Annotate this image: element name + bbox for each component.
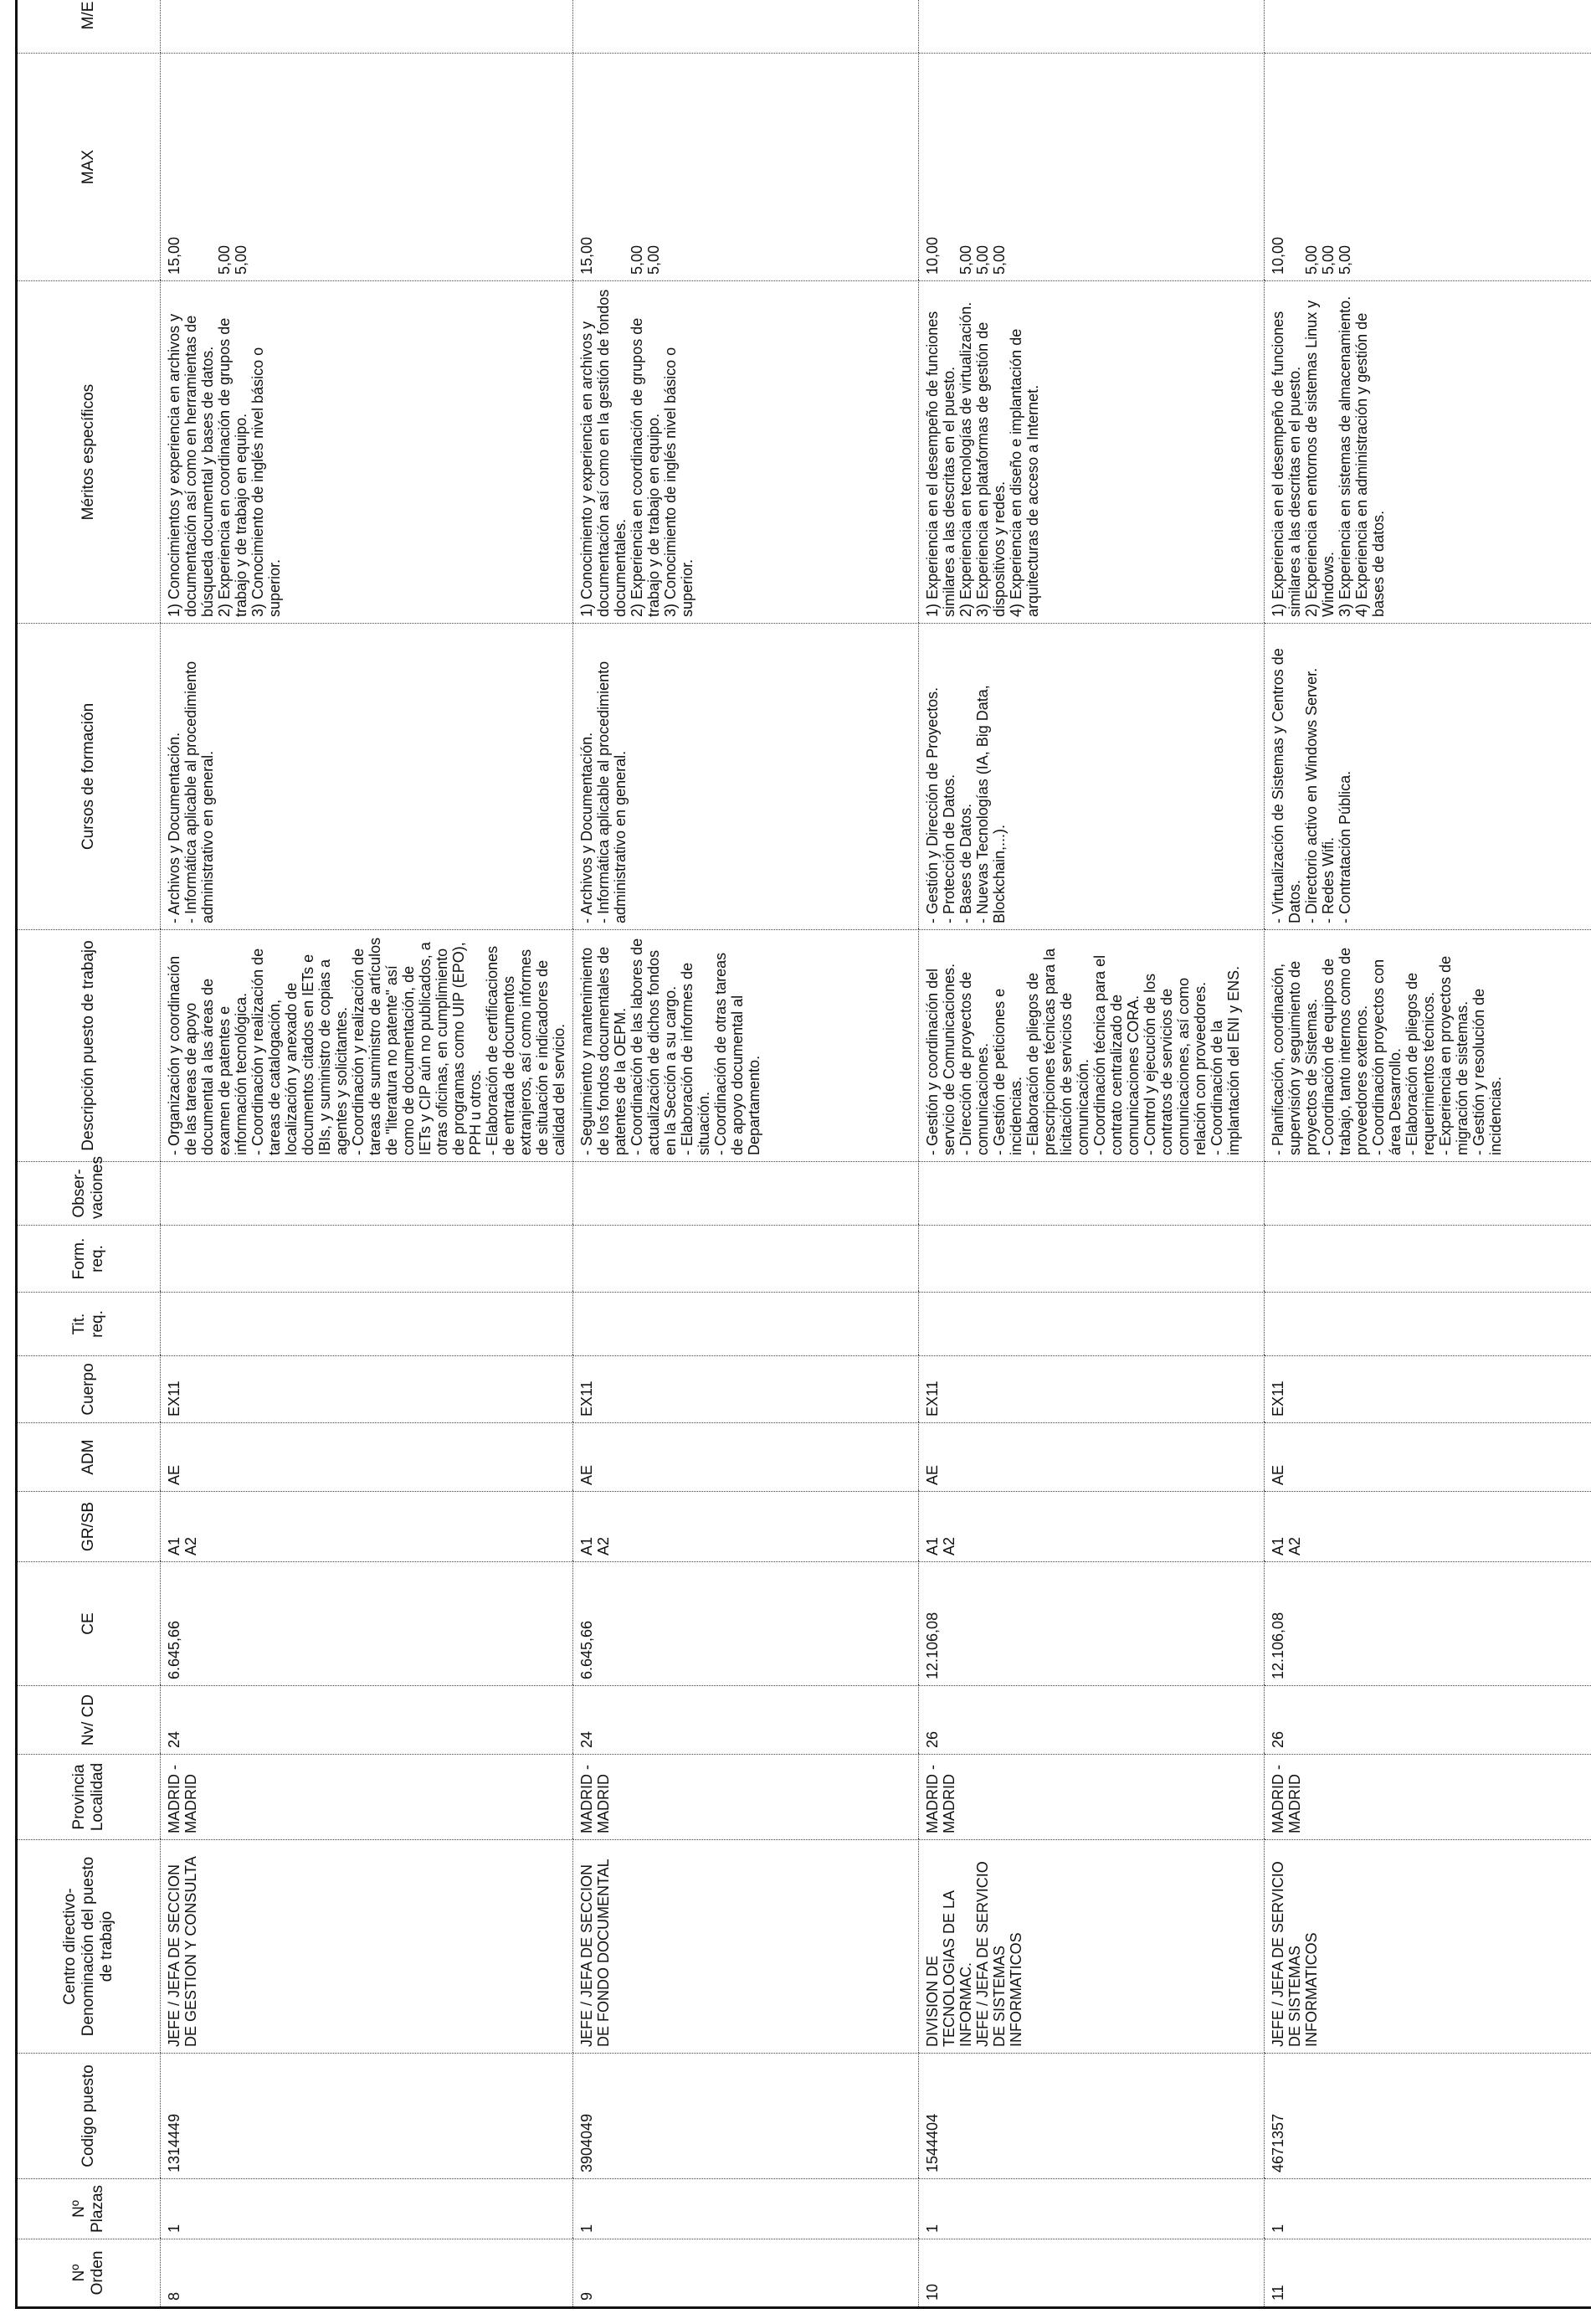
cell-nivel: 26: [919, 1686, 1265, 1755]
job-positions-table: [15, 0, 1591, 2309]
cell-cursos: - Virtualización de Sistemas y Centros de Datos. - Directorio activo en Windows Server. - Redes Wifi. - Contratación Pública.: [1265, 624, 1591, 930]
max-value: 5,00: [216, 244, 233, 275]
cell-ce: 6.645,66: [161, 1562, 573, 1686]
cell-adm: AE: [1265, 1423, 1591, 1492]
cell-obs: [919, 1162, 1265, 1226]
cell-meritos: 1) Conocimientos y experiencia en archivos y documentación así como en herramientas de búsqueda documental y bases de datos. 2) Experiencia en coordinación de grupos de trabajo y de trabajo en equipo. 3) Conocimiento de inglés nivel básico o superior.: [161, 281, 573, 624]
division-name: DIVISION DE TECNOLOGIAS DE LA INFORMAC.: [924, 1890, 974, 2047]
max-value: 5,00: [957, 244, 974, 275]
cell-max: [1265, 54, 1591, 281]
cell-nivel: 26: [1265, 1686, 1591, 1755]
cell-orden: 10: [919, 2239, 1265, 2308]
cell-adm: AE: [573, 1423, 919, 1492]
cell-ce: 12.106,08: [1265, 1562, 1591, 1686]
cell-orden: 8: [161, 2239, 573, 2308]
cell-max: [573, 54, 919, 281]
position-name: JEFE / JEFA DE SECCION DE GESTION Y CONSULTA: [166, 1856, 199, 2047]
cell-codigo: 4671357: [1265, 2054, 1591, 2179]
cell-form: [1265, 1226, 1591, 1293]
header-orden: Nº Orden: [17, 2239, 161, 2308]
cell-me: [919, 0, 1265, 54]
cell-obs: [161, 1162, 573, 1226]
table-row: [1265, 0, 1591, 2308]
rotated-table-container: [15, 1, 1583, 2309]
cell-tit: [1265, 1293, 1591, 1356]
cell-centro: [919, 1840, 1265, 2054]
header-cursos: Cursos de formación: [17, 624, 161, 930]
cell-cursos: - Archivos y Documentación. - Informática aplicable al procedimiento administrativo en general.: [573, 624, 919, 930]
max-value: [199, 59, 216, 275]
cell-centro: [1265, 1840, 1591, 2054]
cell-descripcion: - Gestión y coordinación del servicio de Comunicaciones. - Dirección de proyectos de comunicaciones. - Gestión de peticiones e incidencias. - Elaboración de pliegos de prescripciones técnicas para la licitación de servicios de comunicación. - Coordinación técnica para el contrato centralizado de comunicaciones CORA. - Control y ejecución de los contratos de servicios de comunicaciones, así como relación con proveedores. - Coordinación de la implantación del ENI y ENS.: [919, 930, 1265, 1162]
position-name: JEFE / JEFA DE SECCION DE FONDO DOCUMENTAL: [578, 1859, 612, 2047]
header-tit: Tit. req.: [17, 1293, 161, 1356]
cell-orden: 9: [573, 2239, 919, 2308]
header-max: MAX: [17, 54, 161, 281]
cell-cuerpo: EX11: [161, 1356, 573, 1423]
cell-obs: [1265, 1162, 1591, 1226]
cell-plazas: 1: [573, 2179, 919, 2239]
cell-centro: [573, 1840, 919, 2054]
max-value: 5,00: [991, 244, 1008, 275]
table-row: [919, 0, 1265, 2308]
cell-codigo: 1544404: [919, 2054, 1265, 2179]
max-value: 15,00: [166, 236, 182, 275]
cell-cuerpo: EX11: [1265, 1356, 1591, 1423]
header-row: [17, 0, 161, 2308]
header-plazas: Nº Plazas: [17, 2179, 161, 2239]
max-value: [1286, 59, 1303, 275]
cell-form: [573, 1226, 919, 1293]
cell-descripcion: - Organización y coordinación de las tareas de apoyo documental a las áreas de examen de patentes e información tecnológica. - Coordinación y realización de tareas de catalogación, localización y anexado de documentos citados en IETs e IBIs, y suministro de copias a agentes y solicitantes. - Coordinación y realización de tareas de suministro de artículos de "literatura no patente" así como de documentación, de IETs y CIP aún no publicados, a otras oficinas, en cumplimiento de programas como UIP (EPO), PPH u otros. - Elaboración de certificaciones de entrada de documentos extranjeros, así como informes de situación e indicadores de calidad del servicio.: [161, 930, 573, 1162]
max-value: 5,00: [629, 244, 645, 275]
cell-nivel: 24: [161, 1686, 573, 1755]
cell-adm: AE: [161, 1423, 573, 1492]
cell-tit: [919, 1293, 1265, 1356]
cell-meritos: 1) Conocimiento y experiencia en archivos y documentación así como en la gestión de fondos documentales. 2) Experiencia en coordinación de grupos de trabajo y de trabajo en equipo. 3) Conocimiento de inglés nivel básico o superior.: [573, 281, 919, 624]
cell-plazas: 1: [1265, 2179, 1591, 2239]
cell-me: [161, 0, 573, 54]
cell-ce: 12.106,08: [919, 1562, 1265, 1686]
cell-adm: AE: [919, 1423, 1265, 1492]
max-value: [182, 59, 199, 275]
cell-grsb: A1 A2: [161, 1492, 573, 1562]
position-name: JEFE / JEFA DE SERVICIO DE SISTEMAS INFORMATICOS: [1270, 1861, 1320, 2047]
cell-meritos: 1) Experiencia en el desempeño de funciones similares a las descritas en el puesto. 2) Experiencia en tecnologías de virtualización. 3) Experiencia en plataformas de gestión de dispositivos y redes. 4) Experiencia en diseño e implantación de arquitecturas de acceso a Internet.: [919, 281, 1265, 624]
cell-meritos: 1) Experiencia en el desempeño de funciones similares a las descritas en el puesto. 2) Experiencia en entornos de sistemas Linux y Windows. 3) Experiencia en sistemas de almacenamiento. 4) Experiencia en administración y gestión de bases de datos.: [1265, 281, 1591, 624]
max-value: 5,00: [1337, 244, 1353, 275]
cell-cuerpo: EX11: [919, 1356, 1265, 1423]
max-value: [941, 59, 957, 275]
cell-nivel: 24: [573, 1686, 919, 1755]
cell-max: [919, 54, 1265, 281]
header-meritos: Méritos específicos: [17, 281, 161, 624]
max-value: 15,00: [578, 236, 595, 275]
cell-tit: [161, 1293, 573, 1356]
cell-cursos: - Gestión y Dirección de Proyectos. - Protección de Datos. - Bases de Datos. - Nuevas Tecnologías (IA, Big Data, Blockchain,...).: [919, 624, 1265, 930]
cell-plazas: 1: [919, 2179, 1265, 2239]
header-ce: CE: [17, 1562, 161, 1686]
cell-form: [919, 1226, 1265, 1293]
header-provincia: Provincia Localidad: [17, 1755, 161, 1840]
cell-centro: [161, 1840, 573, 2054]
position-name: JEFE / JEFA DE SERVICIO DE SISTEMAS INFORMATICOS: [974, 1861, 1024, 2047]
cell-provincia: MADRID - MADRID: [573, 1755, 919, 1840]
cell-plazas: 1: [161, 2179, 573, 2239]
max-value: 5,00: [1303, 244, 1320, 275]
header-centro: Centro directivo- Denominación del puesto de trabajo: [17, 1840, 161, 2054]
header-descripcion: Descripción puesto de trabajo: [17, 930, 161, 1162]
max-value: 5,00: [974, 244, 991, 275]
cell-cursos: - Archivos y Documentación. - Informática aplicable al procedimiento administrativo en general.: [161, 624, 573, 930]
header-codigo: Codigo puesto: [17, 2054, 161, 2179]
cell-provincia: MADRID - MADRID: [919, 1755, 1265, 1840]
cell-grsb: A1 A2: [1265, 1492, 1591, 1562]
cell-tit: [573, 1293, 919, 1356]
header-me: M/E: [17, 0, 161, 54]
cell-codigo: 3904049: [573, 2054, 919, 2179]
max-value: 10,00: [924, 236, 941, 275]
max-value: 5,00: [1320, 244, 1337, 275]
table-row: [161, 0, 573, 2308]
header-obs: Obser- vaciones: [17, 1162, 161, 1226]
max-value: [595, 59, 612, 275]
table-row: [573, 0, 919, 2308]
cell-grsb: A1 A2: [919, 1492, 1265, 1562]
cell-descripcion: - Seguimiento y mantenimiento de los fondos documentales de patentes de la OEPM. - Coordinación de las labores de actualización de dichos fondos en la Sección a su cargo. - Elaboración de informes de situación. - Coordinación de otras tareas de apoyo documental al Departamento.: [573, 930, 919, 1162]
cell-cuerpo: EX11: [573, 1356, 919, 1423]
header-nivel: Nv/ CD: [17, 1686, 161, 1755]
max-value: [612, 59, 629, 275]
cell-max: [161, 54, 573, 281]
cell-grsb: A1 A2: [573, 1492, 919, 1562]
cell-provincia: MADRID - MADRID: [161, 1755, 573, 1840]
header-grsb: GR/SB: [17, 1492, 161, 1562]
cell-obs: [573, 1162, 919, 1226]
cell-ce: 6.645,66: [573, 1562, 919, 1686]
max-value: 10,00: [1270, 236, 1286, 275]
cell-me: [573, 0, 919, 54]
cell-descripcion: - Planificación, coordinación, supervisión y seguimiento de proyectos de Sistemas. - Coordinación de equipos de trabajo, tanto internos como de proveedores externos. - Coordinación proyectos con área Desarrollo. - Elaboración de pliegos de requerimientos técnicos. - Experiencia en proyectos de migración de sistemas. - Gestión y resolución de incidencias.: [1265, 930, 1591, 1162]
cell-form: [161, 1226, 573, 1293]
cell-orden: 11: [1265, 2239, 1591, 2308]
header-cuerpo: Cuerpo: [17, 1356, 161, 1423]
cell-codigo: 1314449: [161, 2054, 573, 2179]
header-adm: ADM: [17, 1423, 161, 1492]
header-form: Form. req.: [17, 1226, 161, 1293]
max-value: 5,00: [233, 244, 249, 275]
cell-provincia: MADRID - MADRID: [1265, 1755, 1591, 1840]
max-value: 5,00: [645, 244, 662, 275]
cell-me: [1265, 0, 1591, 54]
